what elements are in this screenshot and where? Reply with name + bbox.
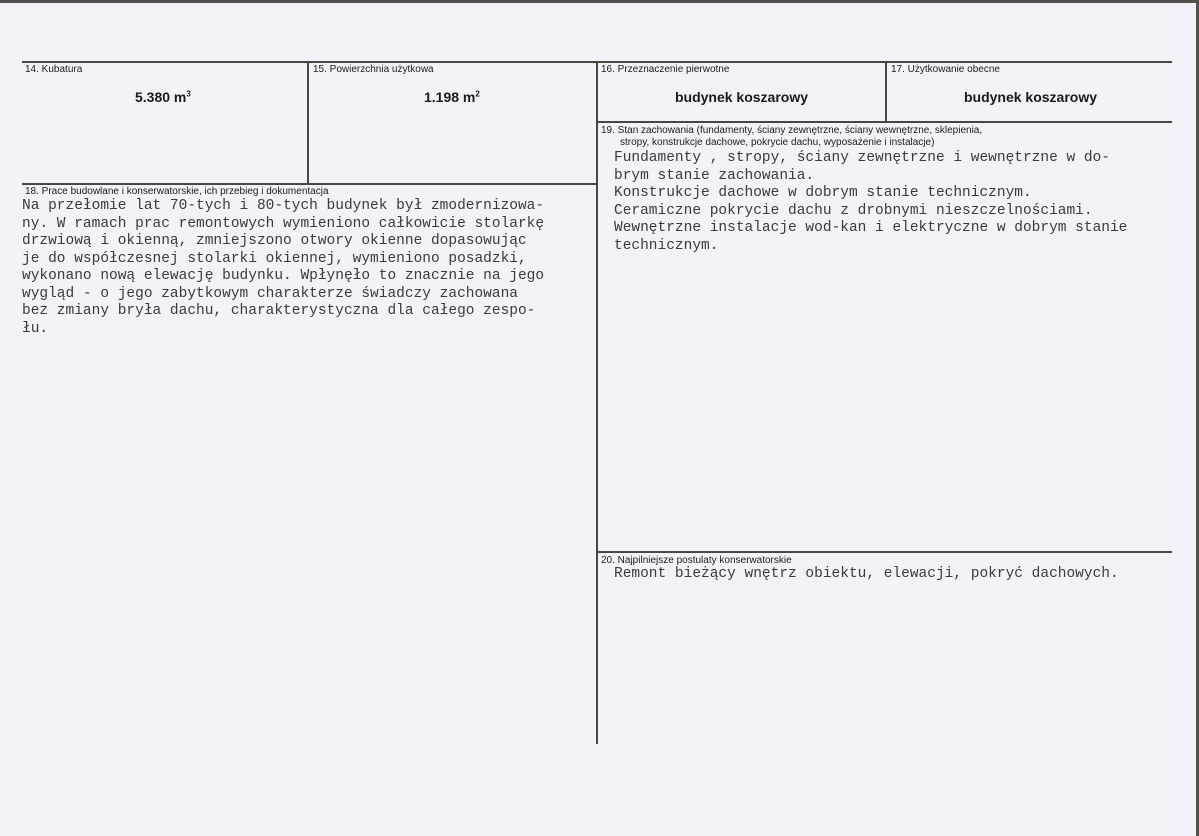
- postulaty-label: 20. Najpilniejsze postulaty konserwatorskie: [601, 555, 792, 566]
- uzytkowanie-label: 17. Użytkowanie obecne: [891, 64, 1000, 75]
- prace-line: wykonano nową elewację budynku. Wpłynęło to znacznie na jego: [22, 268, 545, 284]
- stan-line: Konstrukcje dachowe w dobrym stanie technicznym.: [614, 185, 1032, 201]
- uzytkowanie-value: budynek koszarowy: [963, 89, 1098, 105]
- powierzchnia-value: 1.198 $m^2$: [424, 89, 480, 105]
- prace-line: ny. W ramach prac remontowych wymieniono całkowicie stolarkę: [22, 215, 545, 232]
- top-edge: [0, 0, 1199, 3]
- powierzchnia-label: 15. Powierzchnia użytkowa: [313, 64, 434, 75]
- center-divider: [596, 61, 598, 744]
- przeznaczenie-value: budynek koszarowy: [674, 89, 809, 105]
- postulaty-text: Remont bieżący wnętrz obiektu, elewacji, pokryć dachowych.: [614, 566, 1119, 582]
- stan-line: Wewnętrzne instalacje wod-kan i elektryczne w dobrym stanie: [614, 220, 1128, 236]
- prace-line: wygląd - o jego zabytkowym charakterze świadczy zachowana: [22, 285, 518, 302]
- divider-14-15: [307, 61, 309, 184]
- prace-line: je do współczesnej stolarki okiennej, wymieniono posadzki,: [22, 250, 527, 267]
- rule-16-17-bottom: [596, 121, 1172, 123]
- prace-line: łu.: [22, 320, 49, 337]
- prace-line: drzwiową i okienną, zmniejszono otwory okienne dopasowując: [22, 233, 527, 249]
- stan-line: brym stanie zachowania.: [614, 167, 815, 184]
- stan-line: technicznym.: [614, 237, 719, 254]
- rule-14-15-bottom: [22, 183, 598, 185]
- kubatura-label: 14. Kubatura: [25, 64, 83, 75]
- stan-label-line1: 19. Stan zachowania (fundamenty, ściany zewnętrzne, ściany wewnętrzne, sklepienia,: [601, 125, 983, 136]
- rule-19-bottom: [596, 551, 1172, 553]
- przeznaczenie-label: 16. Przeznaczenie pierwotne: [601, 64, 730, 75]
- prace-line: bez zmiany bryła dachu, charakterystyczna dla całego zespo-: [22, 303, 536, 319]
- stan-line: Fundamenty , stropy, ściany zewnętrzne i wewnętrzne w do-: [614, 150, 1110, 166]
- stan-line: Ceramiczne pokrycie dachu z drobnymi nieszczelnościami.: [614, 202, 1093, 219]
- prace-line: Na przełomie lat 70-tych i 80-tych budynek był zmodernizowa-: [22, 198, 545, 214]
- stan-label-line2: stropy, konstrukcje dachowe, pokrycie dachu, wyposażenie i instalacje): [620, 137, 935, 148]
- prace-label: 18. Prace budowlane i konserwatorskie, ich przebieg i dokumentacja: [25, 186, 329, 197]
- kubatura-value: 5.380 $m^3$: [135, 89, 191, 105]
